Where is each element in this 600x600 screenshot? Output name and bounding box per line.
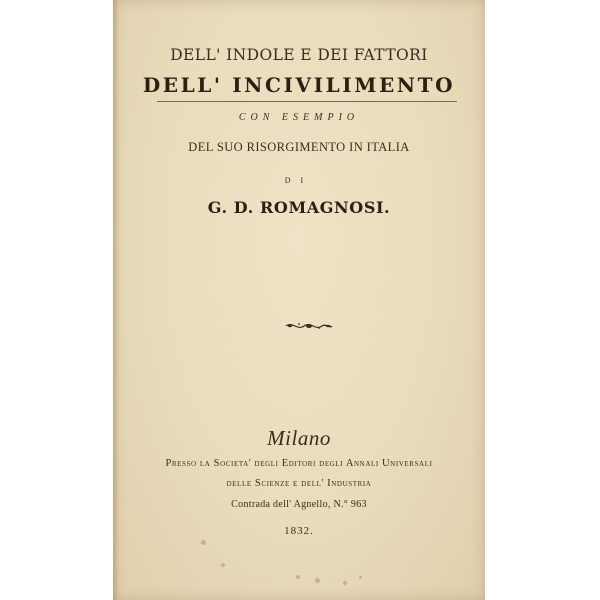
imprint-address: Contrada dell' Agnello, N.° 963 (231, 499, 367, 510)
title-rule (157, 101, 457, 102)
imprint-publisher-2: delle Scienze e dell' Industria (226, 478, 372, 489)
subtitle-line: DEL SUO RISORGIMENTO IN ITALIA (188, 140, 410, 154)
stain (359, 576, 362, 579)
stain (343, 581, 347, 585)
book-page (113, 0, 485, 600)
imprint-city: Milano (267, 426, 331, 450)
author-name: G. D. ROMAGNOSI. (207, 198, 391, 217)
stain (296, 575, 300, 579)
title-line-1: DELL' INDOLE E DEI FATTORI (170, 46, 428, 64)
stain (221, 563, 225, 567)
by-line: DI (284, 176, 314, 185)
imprint-publisher-1: Presso la Societa' degli Editori degli Annali Universali (165, 458, 433, 469)
stain (201, 540, 206, 545)
vine-ornament-icon (284, 321, 334, 331)
main-title: DELL' INCIVILIMENTO (142, 73, 456, 97)
stain (315, 578, 320, 583)
imprint-year: 1832. (284, 525, 314, 537)
subtitle-small: CON ESEMPIO (238, 112, 360, 123)
